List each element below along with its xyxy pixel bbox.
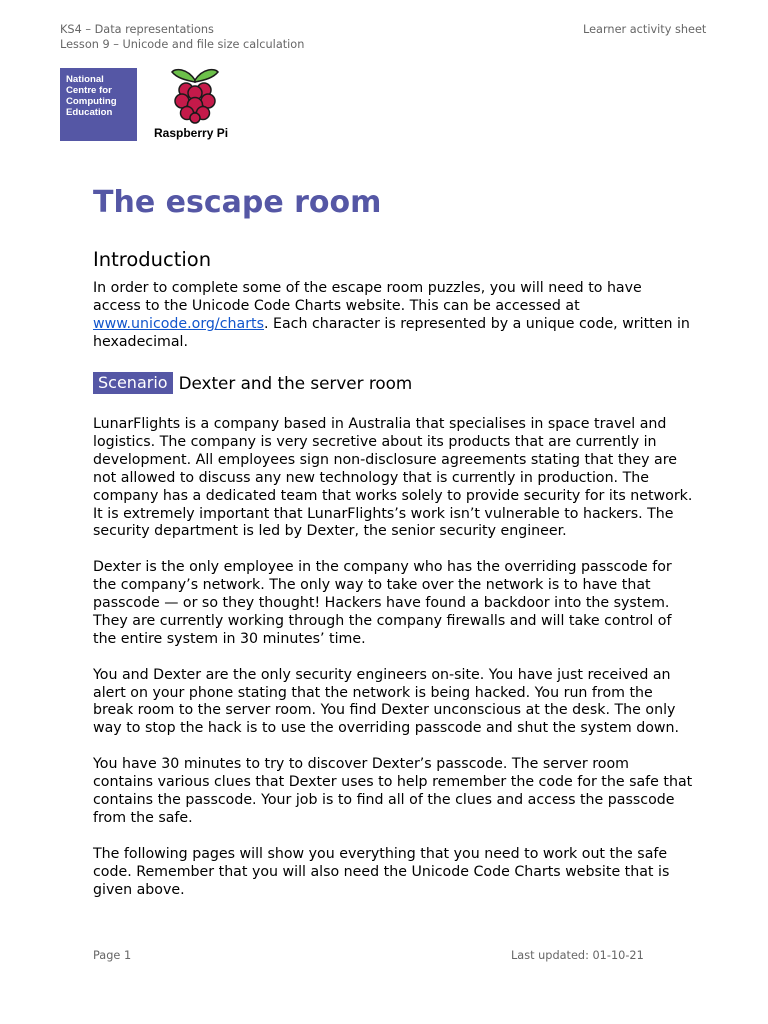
lesson-label: Lesson 9 – Unicode and file size calculation bbox=[60, 38, 305, 51]
intro-text-after-link: . Each character is represented by a unique code, written in hexadecimal. bbox=[93, 315, 690, 350]
unicode-charts-link[interactable]: www.unicode.org/charts bbox=[93, 315, 264, 332]
course-label: KS4 – Data representations bbox=[60, 23, 214, 36]
introduction-paragraph bbox=[93, 280, 693, 352]
story-paragraph: You have 30 minutes to try to discover Dexter’s passcode. The server room contains various clues that Dexter uses to help remember the code for the safe that contains the passcode. Your job is to find all of the clues and access the passcode from the safe. bbox=[93, 756, 693, 826]
ncce-logo-text: National Centre for Computing Education bbox=[66, 74, 117, 118]
ncce-logo bbox=[60, 68, 137, 141]
story-paragraph: You and Dexter are the only security engineers on-site. You have just received an alert on your phone stating that the network is being hacked. You run from the break room to the server room. You find Dexter unconscious at the desk. The only way to stop the hack is to use the overriding passcode and shut the system down. bbox=[93, 666, 679, 737]
header-left bbox=[60, 22, 304, 52]
raspberry-icon bbox=[169, 66, 221, 124]
scenario-header bbox=[93, 371, 412, 395]
scenario-badge: Scenario bbox=[93, 372, 173, 394]
introduction-heading: Introduction bbox=[93, 248, 212, 271]
story-paragraph: Dexter is the only employee in the company who has the overriding passcode for the company’s network. The only way to take over the network is to have that passcode — or so they thought! Hackers have found a backdoor into the system. They are currently working through the company firewalls and will take control of the entire system in 30 minutes’ time. bbox=[93, 559, 672, 647]
raspberry-pi-logo bbox=[150, 66, 240, 144]
page-number: Page 1 bbox=[93, 949, 132, 962]
intro-text-before-link: In order to complete some of the escape room puzzles, you will need to have access to the Unicode Code Charts website. This can be accessed at bbox=[93, 280, 642, 314]
sheet-type-label: Learner activity sheet bbox=[583, 23, 707, 36]
page-title: The escape room bbox=[93, 185, 382, 220]
story-paragraph: The following pages will show you everything that you need to work out the safe code. Remember that you will also need the Unicode Code Charts website that is given above. bbox=[93, 845, 670, 898]
story-paragraph: LunarFlights is a company based in Australia that specialises in space travel and logistics. The company is very secretive about its products that are currently in development. All employees sign non-disclosure agreements stating that they are not allowed to discuss any new technology that is currently in production. The company has a dedicated team that works solely to provide security for its network. It is extremely important that LunarFlights’s work isn’t vulnerable to hackers. The security department is led by Dexter, the senior security engineer. bbox=[93, 416, 693, 540]
raspberry-pi-logo-text: Raspberry Pi bbox=[154, 126, 229, 140]
scenario-story bbox=[93, 416, 693, 917]
scenario-title: Dexter and the server room bbox=[178, 373, 413, 393]
last-updated: Last updated: 01-10-21 bbox=[511, 949, 644, 962]
